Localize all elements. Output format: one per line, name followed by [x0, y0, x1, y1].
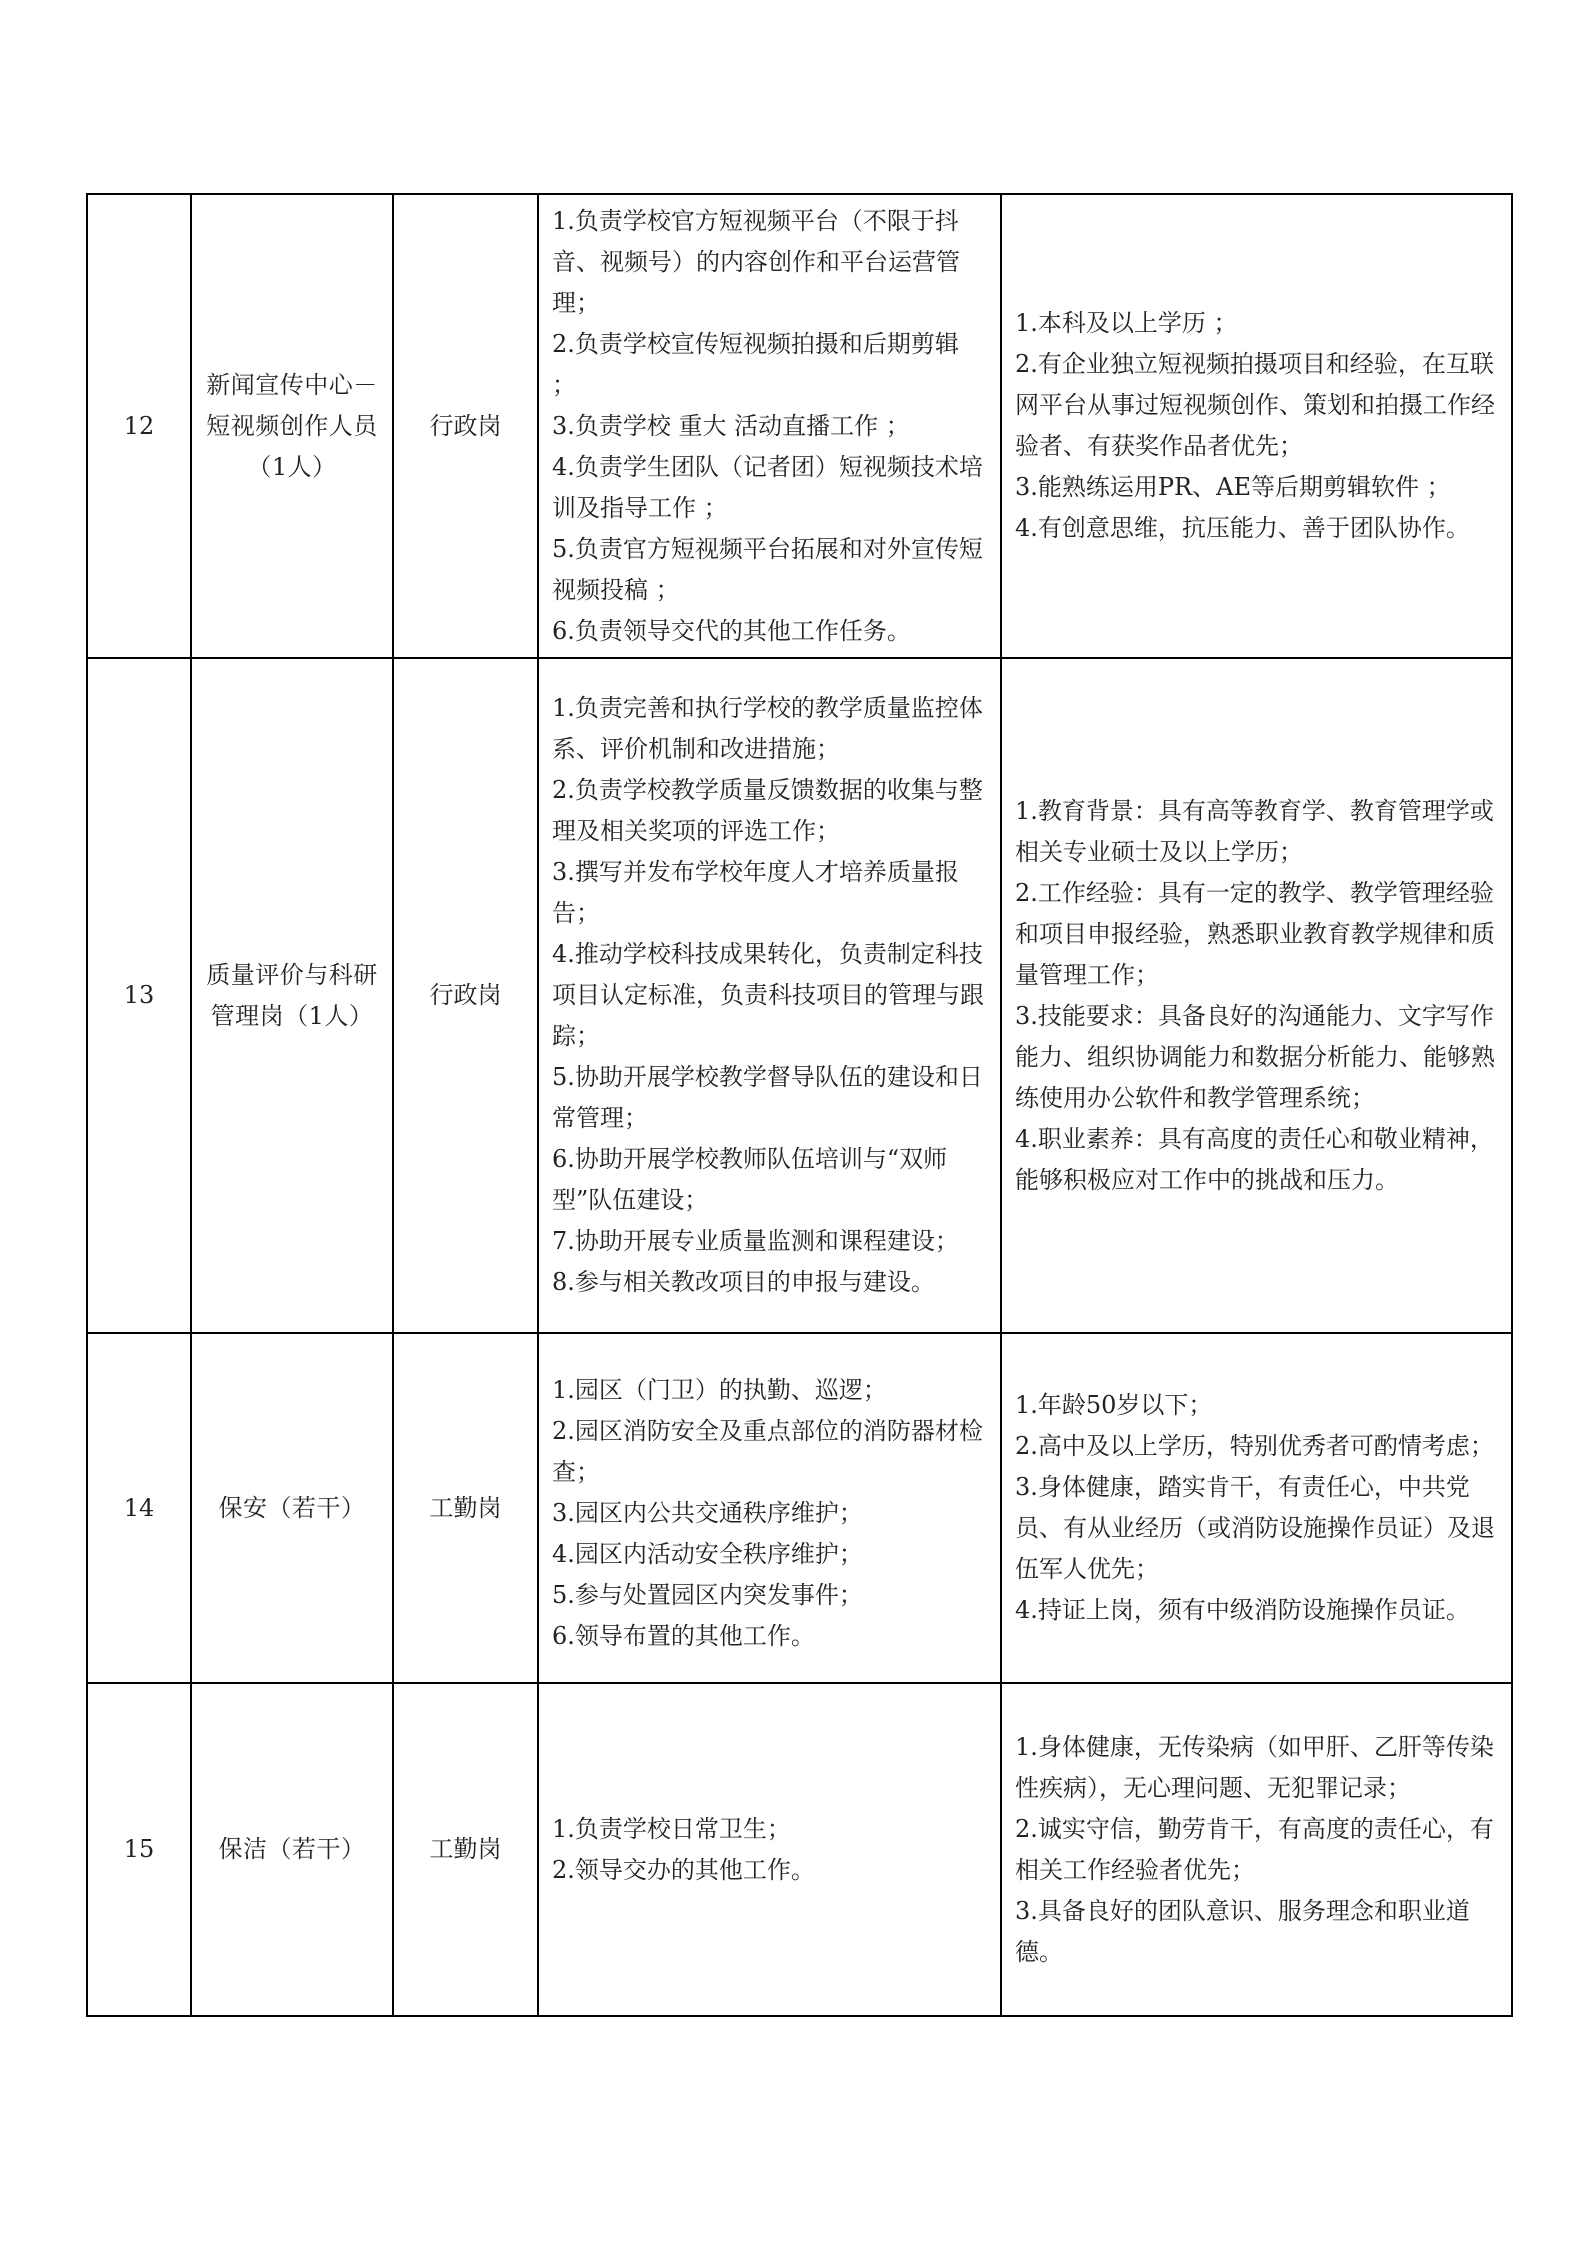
duties-cell [538, 658, 1001, 1333]
table-row [87, 1333, 1512, 1683]
requirement-item: 3.具备良好的团队意识、服务理念和职业道德。 [1015, 1896, 1470, 1966]
duty-item: 1.负责学校日常卫生； [552, 1814, 791, 1843]
row-number: 15 [87, 1683, 191, 2016]
row-number: 13 [87, 658, 191, 1333]
position-type: 行政岗 [393, 658, 538, 1333]
requirement-item: 3.技能要求：具备良好的沟通能力、文字写作能力、组织协调能力和数据分析能力、能够熟练使用办公软件和教学管理系统； [1015, 1001, 1495, 1112]
position-name: 保安（若干） [191, 1333, 393, 1683]
requirements-cell [1001, 1333, 1512, 1683]
duty-item: 5.负责官方短视频平台拓展和对外宣传短视频投稿 ； [552, 534, 983, 604]
duty-item: 3.园区内公共交通秩序维护； [552, 1498, 863, 1527]
duties-cell [538, 1683, 1001, 2016]
duty-item: 6.负责领导交代的其他工作任务。 [552, 616, 911, 645]
table-row [87, 194, 1512, 658]
duty-item: 4.园区内活动安全秩序维护； [552, 1539, 863, 1568]
table-row [87, 1683, 1512, 2016]
position-type: 行政岗 [393, 194, 538, 658]
duty-item: 1.负责学校官方短视频平台（不限于抖音、视频号）的内容创作和平台运营管理； [552, 206, 960, 317]
duties-cell [538, 194, 1001, 658]
duty-item: 7.协助开展专业质量监测和课程建设； [552, 1227, 959, 1255]
duties-cell [538, 1333, 1001, 1683]
requirement-item: 1.教育背景：具有高等教育学、教育管理学或相关专业硕士及以上学历； [1015, 796, 1494, 866]
requirements-cell [1001, 194, 1512, 658]
duty-item: 2.领导交办的其他工作。 [552, 1855, 815, 1884]
requirement-item: 1.身体健康，无传染病（如甲肝、乙肝等传染性疾病），无心理问题、无犯罪记录； [1015, 1732, 1494, 1802]
duty-item: 5.协助开展学校教学督导队伍的建设和日常管理； [552, 1063, 983, 1132]
position-type: 工勤岗 [393, 1333, 538, 1683]
duty-item: 6.协助开展学校教师队伍培训与“双师型”队伍建设； [552, 1145, 948, 1214]
row-number: 14 [87, 1333, 191, 1683]
requirement-item: 3.身体健康，踏实肯干，有责任心，中共党员、有从业经历（或消防设施操作员证）及退伍军人优先； [1015, 1473, 1495, 1583]
requirement-item: 3.能熟练运用PR、AE等后期剪辑软件 ； [1015, 473, 1451, 501]
position-name: 质量评价与科研管理岗（1人） [191, 658, 393, 1333]
position-name: 新闻宣传中心－短视频创作人员 （1人） [191, 194, 393, 658]
requirements-cell [1001, 1683, 1512, 2016]
requirement-item: 2.高中及以上学历，特别优秀者可酌情考虑； [1015, 1432, 1494, 1460]
requirement-item: 2.有企业独立短视频拍摄项目和经验，在互联网平台从事过短视频创作、策划和拍摄工作经验者、有获奖作品者优先； [1015, 350, 1495, 460]
duty-item: 3.负责学校 重大 活动直播工作 ； [552, 411, 910, 440]
duty-item: 5.参与处置园区内突发事件； [552, 1580, 863, 1609]
duty-item: 6.领导布置的其他工作。 [552, 1621, 815, 1650]
duty-item: 4.推动学校科技成果转化，负责制定科技项目认定标准，负责科技项目的管理与跟踪； [552, 940, 984, 1050]
requirement-item: 4.职业素养：具有高度的责任心和敬业精神，能够积极应对工作中的挑战和压力。 [1015, 1124, 1494, 1194]
duty-item: 8.参与相关教改项目的申报与建设。 [552, 1268, 935, 1296]
duty-item: 2.负责学校宣传短视频拍摄和后期剪辑 ； [552, 329, 959, 399]
requirement-item: 1.年龄50岁以下； [1015, 1391, 1213, 1419]
duty-item: 2.园区消防安全及重点部位的消防器材检查； [552, 1416, 983, 1486]
row-number: 12 [87, 194, 191, 658]
duty-item: 1.负责完善和执行学校的教学质量监控体系、评价机制和改进措施； [552, 694, 983, 763]
table-row [87, 658, 1512, 1333]
requirement-item: 4.有创意思维，抗压能力、善于团队协作。 [1015, 514, 1470, 542]
duty-item: 3.撰写并发布学校年度人才培养质量报告； [552, 858, 959, 927]
requirement-item: 2.工作经验：具有一定的教学、教学管理经验和项目申报经验，熟悉职业教育教学规律和质量管理工作； [1015, 878, 1495, 989]
duty-item: 1.园区（门卫）的执勤、巡逻； [552, 1375, 887, 1404]
position-name: 保洁（若干） [191, 1683, 393, 2016]
position-type: 工勤岗 [393, 1683, 538, 2016]
requirement-item: 1.本科及以上学历 ； [1015, 309, 1238, 337]
duty-item: 2.负责学校教学质量反馈数据的收集与整理及相关奖项的评选工作； [552, 776, 983, 845]
requirements-cell [1001, 658, 1512, 1333]
job-postings-table [86, 193, 1513, 2017]
requirement-item: 4.持证上岗，须有中级消防设施操作员证。 [1015, 1596, 1470, 1624]
requirement-item: 2.诚实守信，勤劳肯干，有高度的责任心，有相关工作经验者优先； [1015, 1814, 1494, 1884]
duty-item: 4.负责学生团队（记者团）短视频技术培训及指导工作 ； [552, 452, 983, 522]
